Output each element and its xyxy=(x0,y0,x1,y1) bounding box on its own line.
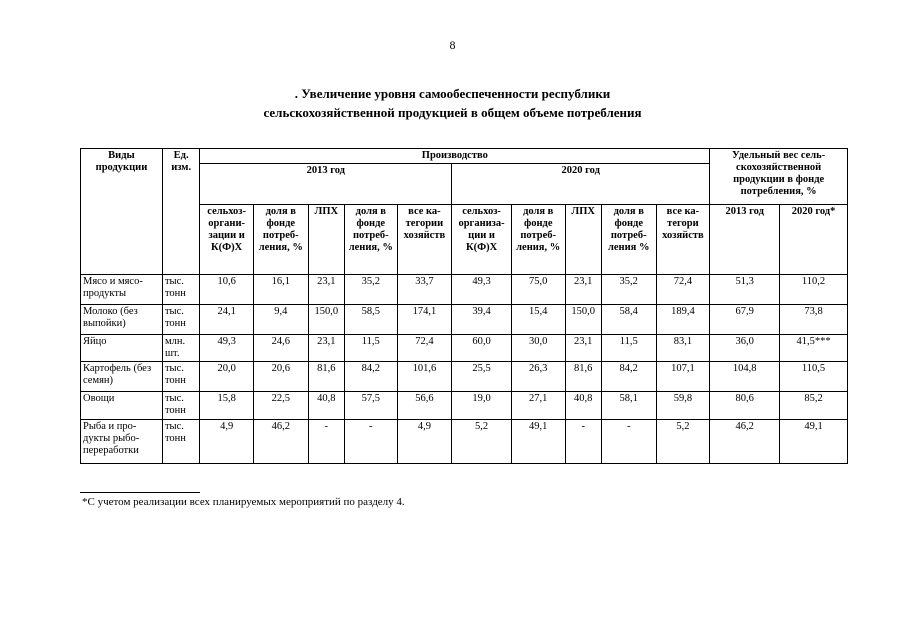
value-cell: 83,1 xyxy=(656,335,710,362)
title-line-2: сельскохозяйственной продукцией в общем объеме потребления xyxy=(263,105,642,120)
value-cell: - xyxy=(345,420,398,464)
value-cell: 56,6 xyxy=(397,392,452,420)
footnote-divider xyxy=(80,492,200,493)
value-cell: 75,0 xyxy=(511,275,565,305)
product-name: Молоко (без выпойки) xyxy=(81,305,163,335)
product-name: Овощи xyxy=(81,392,163,420)
product-name: Яйцо xyxy=(81,335,163,362)
product-name: Картофель (без семян) xyxy=(81,362,163,392)
product-name: Мясо и мясо-продукты xyxy=(81,275,163,305)
value-cell: 110,5 xyxy=(780,362,848,392)
value-cell: 58,5 xyxy=(345,305,398,335)
subheader-cell: все ка-тегории хозяйств xyxy=(397,205,452,275)
subheader-cell: все ка-тегори хозяйств xyxy=(656,205,710,275)
value-cell: 41,5*** xyxy=(780,335,848,362)
value-cell: 23,1 xyxy=(308,275,344,305)
table-row xyxy=(81,335,848,362)
header-year-2020: 2020 год xyxy=(452,164,710,205)
value-cell: 20,6 xyxy=(253,362,308,392)
value-cell: 15,4 xyxy=(511,305,565,335)
value-cell: 36,0 xyxy=(710,335,780,362)
value-cell: 81,6 xyxy=(308,362,344,392)
value-cell: 4,9 xyxy=(397,420,452,464)
value-cell: 72,4 xyxy=(656,275,710,305)
value-cell: - xyxy=(308,420,344,464)
value-cell: 72,4 xyxy=(397,335,452,362)
value-cell: 58,4 xyxy=(601,305,656,335)
table-row xyxy=(81,392,848,420)
value-cell: 35,2 xyxy=(601,275,656,305)
unit-cell: тыс. тонн xyxy=(162,362,199,392)
value-cell: 60,0 xyxy=(452,335,512,362)
value-cell: 80,6 xyxy=(710,392,780,420)
table-row xyxy=(81,275,848,305)
value-cell: 49,1 xyxy=(780,420,848,464)
value-cell: 40,8 xyxy=(565,392,601,420)
value-cell: 26,3 xyxy=(511,362,565,392)
unit-cell: млн. шт. xyxy=(162,335,199,362)
subheader-cell: доля в фонде потреб-ления % xyxy=(601,205,656,275)
document-title xyxy=(0,84,905,122)
value-cell: 49,3 xyxy=(200,335,254,362)
value-cell: 27,1 xyxy=(511,392,565,420)
value-cell: 85,2 xyxy=(780,392,848,420)
value-cell: 5,2 xyxy=(452,420,512,464)
value-cell: - xyxy=(601,420,656,464)
page-number: 8 xyxy=(449,38,456,52)
value-cell: 49,1 xyxy=(511,420,565,464)
value-cell: 110,2 xyxy=(780,275,848,305)
value-cell: 23,1 xyxy=(565,335,601,362)
unit-cell: тыс. тонн xyxy=(162,275,199,305)
value-cell: 58,1 xyxy=(601,392,656,420)
subheader-cell: ЛПХ xyxy=(565,205,601,275)
subheader-cell: сельхоз-органи-зации и К(Ф)Х xyxy=(200,205,254,275)
value-cell: 23,1 xyxy=(308,335,344,362)
value-cell: 84,2 xyxy=(345,362,398,392)
table-row xyxy=(81,362,848,392)
value-cell: 39,4 xyxy=(452,305,512,335)
value-cell: 40,8 xyxy=(308,392,344,420)
title-line-1: . Увеличение уровня самообеспеченности республики xyxy=(294,86,611,101)
value-cell: 107,1 xyxy=(656,362,710,392)
value-cell: 4,9 xyxy=(200,420,254,464)
value-cell: 150,0 xyxy=(308,305,344,335)
unit-cell: тыс. тонн xyxy=(162,392,199,420)
value-cell: 174,1 xyxy=(397,305,452,335)
value-cell: 35,2 xyxy=(345,275,398,305)
subheader-cell: доля в фонде потреб-ления, % xyxy=(511,205,565,275)
subheader-cell: доля в фонде потреб-ления, % xyxy=(345,205,398,275)
subheader-cell: доля в фонде потреб-ления, % xyxy=(253,205,308,275)
value-cell: 25,5 xyxy=(452,362,512,392)
product-name: Рыба и про-дукты рыбо-переработки xyxy=(81,420,163,464)
value-cell: 15,8 xyxy=(200,392,254,420)
production-table xyxy=(80,148,848,464)
value-cell: 46,2 xyxy=(253,420,308,464)
value-cell: 49,3 xyxy=(452,275,512,305)
table-body xyxy=(81,275,848,464)
value-cell: 51,3 xyxy=(710,275,780,305)
value-cell: 11,5 xyxy=(601,335,656,362)
value-cell: 33,7 xyxy=(397,275,452,305)
value-cell: 11,5 xyxy=(345,335,398,362)
table-row xyxy=(81,420,848,464)
value-cell: 67,9 xyxy=(710,305,780,335)
value-cell: 22,5 xyxy=(253,392,308,420)
value-cell: 23,1 xyxy=(565,275,601,305)
value-cell: 57,5 xyxy=(345,392,398,420)
value-cell: 104,8 xyxy=(710,362,780,392)
subheader-cell: сельхоз-организа-ции и К(Ф)Х xyxy=(452,205,512,275)
subheader-cell: 2013 год xyxy=(710,205,780,275)
header-year-2013: 2013 год xyxy=(200,164,452,205)
header-share: Удельный вес сель-скохозяйственной продукции в фонде потребления, % xyxy=(710,149,848,205)
subheader-cell: ЛПХ xyxy=(308,205,344,275)
value-cell: 101,6 xyxy=(397,362,452,392)
unit-cell: тыс. тонн xyxy=(162,305,199,335)
value-cell: 150,0 xyxy=(565,305,601,335)
value-cell: 16,1 xyxy=(253,275,308,305)
header-product: Виды продукции xyxy=(81,149,163,275)
footnote: *С учетом реализации всех планируемых мероприятий по разделу 4. xyxy=(82,496,405,508)
value-cell: 9,4 xyxy=(253,305,308,335)
value-cell: 10,6 xyxy=(200,275,254,305)
subheader-cell: 2020 год* xyxy=(780,205,848,275)
header-unit: Ед. изм. xyxy=(162,149,199,275)
value-cell: 189,4 xyxy=(656,305,710,335)
value-cell: 20,0 xyxy=(200,362,254,392)
value-cell: 46,2 xyxy=(710,420,780,464)
value-cell: 24,1 xyxy=(200,305,254,335)
value-cell: 5,2 xyxy=(656,420,710,464)
value-cell: 19,0 xyxy=(452,392,512,420)
value-cell: 81,6 xyxy=(565,362,601,392)
value-cell: 30,0 xyxy=(511,335,565,362)
unit-cell: тыс. тонн xyxy=(162,420,199,464)
value-cell: 73,8 xyxy=(780,305,848,335)
table-row xyxy=(81,305,848,335)
value-cell: - xyxy=(565,420,601,464)
value-cell: 24,6 xyxy=(253,335,308,362)
value-cell: 84,2 xyxy=(601,362,656,392)
value-cell: 59,8 xyxy=(656,392,710,420)
header-production: Производство xyxy=(200,149,710,164)
